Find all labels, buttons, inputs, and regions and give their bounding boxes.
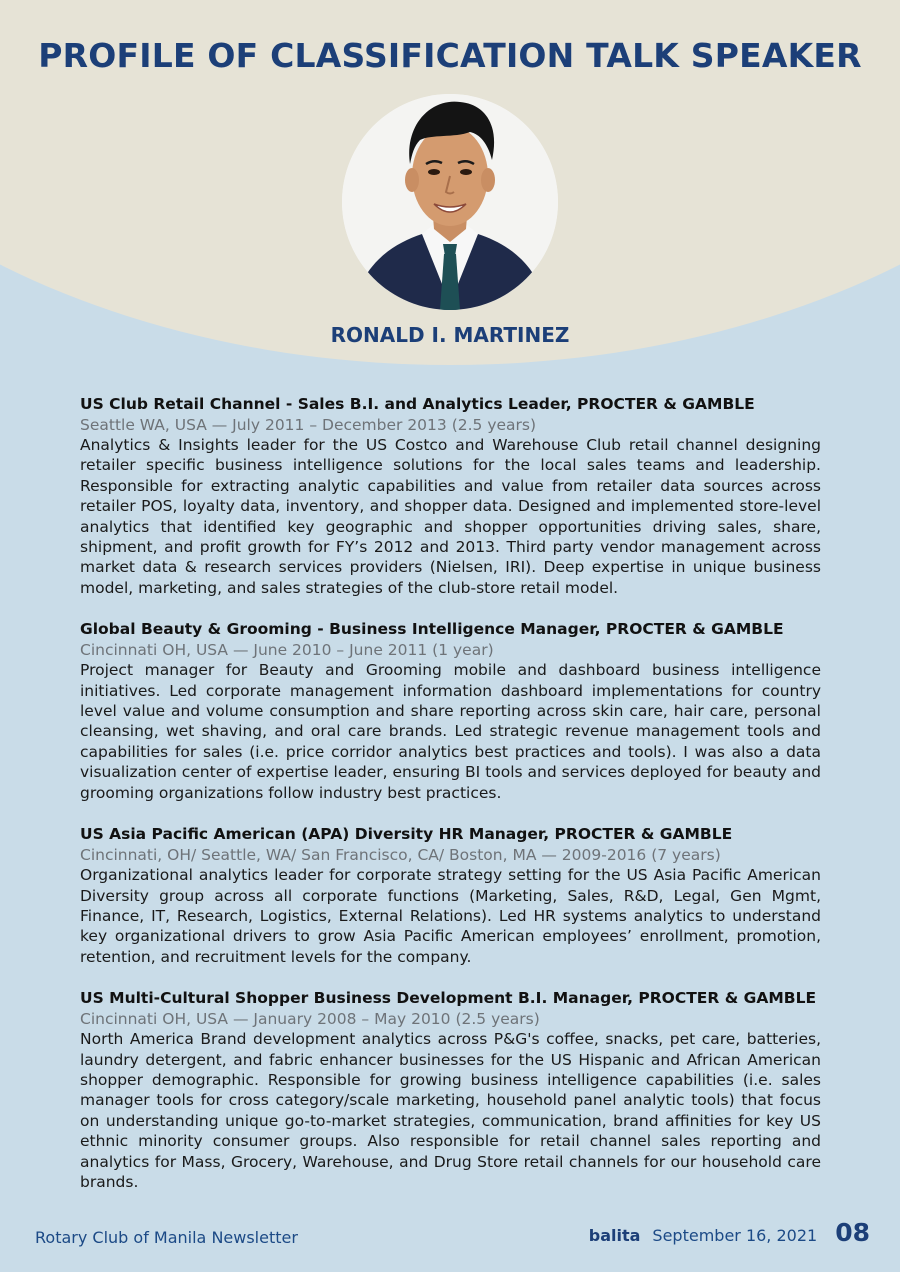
job-title: US Asia Pacific American (APA) Diversity HR Manager, PROCTER & GAMBLE (80, 825, 733, 844)
job-description: Project manager for Beauty and Grooming mobile and dashboard business intelligence initiatives. Led corporate management information dashboard implementations for country level value and volume consumption and share reporting across skin care, hair care, personal cleansing, wet shaving, and oral care brands. Led strategic revenue management tools and capabilities for sales (i.e. price corridor analytics best practices and tools). I was also a data visualization center of expertise leader, ensuring BI tools and services deployed for beauty and grooming organizations follow industry best practices. (80, 661, 821, 802)
job-entry (80, 988, 821, 1192)
job-location-dates: Cincinnati OH, USA — June 2010 – June 2011 (1 year) (80, 641, 494, 660)
job-title: US Club Retail Channel - Sales B.I. and Analytics Leader, PROCTER & GAMBLE (80, 395, 755, 413)
page-title: PROFILE OF CLASSIFICATION TALK SPEAKER (38, 36, 862, 75)
publication-name: balita (588, 1226, 641, 1245)
job-entry (80, 394, 821, 598)
job-title: Global Beauty & Grooming - Business Intelligence Manager, PROCTER & GAMBLE (80, 620, 784, 639)
issue-date: September 16, 2021 (652, 1226, 818, 1245)
page-number: 08 (835, 1218, 870, 1247)
speaker-photo (342, 94, 558, 310)
job-description: Analytics & Insights leader for the US Costco and Warehouse Club retail channel designing retailer specific business intelligence solutions for the local sales teams and leadership. Responsible for extracting analytic capabilities and value from retailer data sources across retailer POS, loyalty data, inventory, and shopper data. Designed and implemented store-level analytics that identified key geographic and shopper opportunities driving sales, share, shipment, and profit growth for FY’s 2012 and 2013. Third party vendor management across market data & research services providers (Nielsen, IRI). Deep expertise in unique business model, marketing, and sales strategies of the club-store retail model. (80, 436, 821, 597)
job-title: US Multi-Cultural Shopper Business Development B.I. Manager, PROCTER & GAMBLE (80, 989, 817, 1008)
newsletter-name: Rotary Club of Manila Newsletter (35, 1228, 298, 1247)
job-location-dates: Seattle WA, USA — July 2011 – December 2013 (2.5 years) (80, 416, 537, 434)
job-entry (80, 619, 821, 803)
speaker-name: RONALD I. MARTINEZ (330, 323, 570, 347)
career-list (80, 394, 821, 1213)
job-description: North America Brand development analytics across P&G's coffee, snacks, pet care, batteries, laundry detergent, and fabric enhancer businesses for the US Hispanic and African American shopper demographic. Responsible for growing business intelligence capabilities (i.e. sales manager tools for cross category/scale marketing, household panel analytic tools) that focus on understanding unique go-to-market strategies, communication, brand affinities for key US ethnic minority consumer groups. Also responsible for retail channel sales reporting and analytics for Mass, Grocery, Warehouse, and Drug Store retail channels for our household care brands. (80, 1030, 821, 1191)
footer-info (589, 1218, 870, 1247)
job-location-dates: Cincinnati, OH/ Seattle, WA/ San Francisco, CA/ Boston, MA — 2009-2016 (7 years) (80, 846, 721, 865)
job-description: Organizational analytics leader for corporate strategy setting for the US Asia Pacific American Diversity group across all corporate functions (Marketing, Sales, R&D, Legal, Gen Mgmt, Finance, IT, Research, Logistics, External Relations). Led HR systems analytics to understand key organizational drivers to grow Asia Pacific American employees’ enrollment, promotion, retention, and recruitment levels for the company. (80, 866, 821, 966)
job-location-dates: Cincinnati OH, USA — January 2008 – May 2010 (2.5 years) (80, 1010, 540, 1029)
job-entry (80, 824, 821, 967)
